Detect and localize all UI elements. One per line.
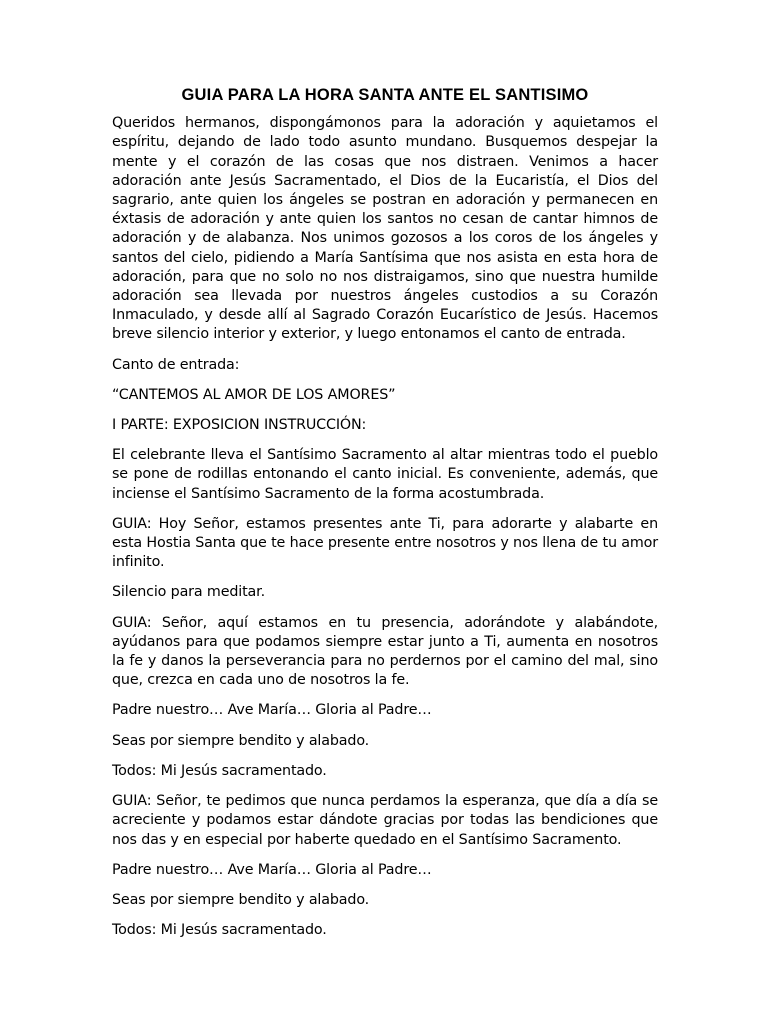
paragraph-silence: Silencio para meditar. (112, 584, 265, 601)
paragraph-blessed-1: Seas por siempre bendito y alabado. (112, 732, 370, 749)
paragraph-guia-3: GUIA: Señor, te pedimos que nunca perdamos la esperanza, que día a día se acreciente y podamos estar dándote gracias por todas las bendiciones que nos das y en especial por haberte quedado en el Santísimo Sacramento. (112, 793, 658, 848)
paragraph-prayers-1: Padre nuestro… Ave María… Gloria al Padre… (112, 702, 432, 719)
paragraph-instruction: El celebrante lleva el Santísimo Sacramento al altar mientras todo el pueblo se pone de rodillas entonando el canto inicial. Es conveniente, además, que inciense el Santísimo Sacramento de la forma acostumbrada. (112, 447, 658, 502)
document-page (112, 86, 658, 951)
paragraph-canto-label: Canto de entrada: (112, 356, 240, 373)
paragraph-guia-1: GUIA: Hoy Señor, estamos presentes ante Ti, para adorarte y alabarte en esta Hostia Santa que te hace presente entre nosotros y nos llena de tu amor infinito. (112, 515, 658, 571)
paragraph-response-2: Todos: Mi Jesús sacramentado. (112, 922, 327, 939)
document-title: GUIA PARA LA HORA SANTA ANTE EL SANTISIMO (181, 86, 589, 104)
paragraph-intro: Queridos hermanos, dispongámonos para la adoración y aquietamos el espíritu, dejando de lado todo asunto mundano. Busquemos despejar la mente y el corazón de las cosas que nos distraen. Venimos a hacer adoración ante Jesús Sacramentado, el Dios de la Eucaristía, el Dios del sagrario, ante quien los ángeles se postran en adoración y permanecen en éxtasis de adoración y ante quien los santos no cesan de cantar himnos de adoración y de alabanza. Nos unimos gozosos a los coros de los ángeles y santos del cielo, pidiendo a María Santísima que nos asista en esta hora de adoración, para que no solo no nos distraigamos, sino que nuestra humilde adoración sea llevada por nuestros ángeles custodios a su Corazón Inmaculado, y desde allí al Sagrado Corazón Eucarístico de Jesús. Hacemos breve silencio interior y exterior, y luego entonamos el canto de entrada. (112, 115, 658, 343)
paragraph-guia-2: GUIA: Señor, aquí estamos en tu presencia, adorándote y alabándote, ayúdanos para que podamos siempre estar junto a Ti, aumenta en nosotros la fe y danos la perseverancia para no perdernos por el camino del mal, sino que, crezca en cada uno de nosotros la fe. (112, 614, 658, 689)
paragraph-blessed-2: Seas por siempre bendito y alabado. (112, 891, 370, 908)
paragraph-prayers-2: Padre nuestro… Ave María… Gloria al Padre… (112, 861, 432, 878)
paragraph-response-1: Todos: Mi Jesús sacramentado. (112, 762, 327, 779)
paragraph-canto-title: “CANTEMOS AL AMOR DE LOS AMORES” (112, 386, 396, 403)
paragraph-part-heading: I PARTE: EXPOSICION INSTRUCCIÓN: (112, 417, 367, 434)
